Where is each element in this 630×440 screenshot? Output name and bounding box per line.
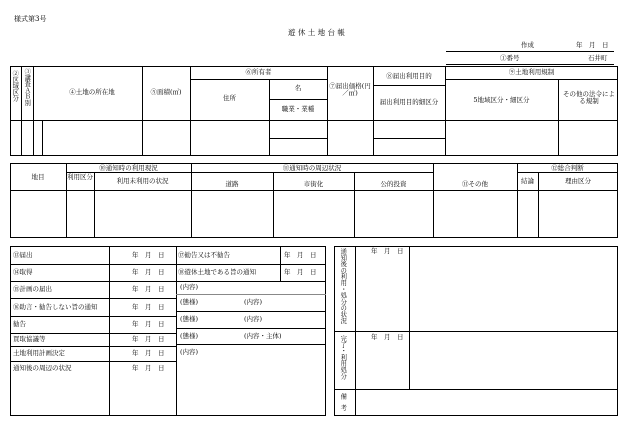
row-no-advice-notice: ⑯助言・勧告しない旨の通知 [13, 303, 98, 311]
land-info-header-bottom [10, 120, 618, 121]
col-owner-job: 職業・業種 [281, 105, 315, 113]
col-urbanization: 市街化 [303, 180, 324, 188]
date-post-notice: 年 月 日 [132, 364, 165, 372]
col-area: ⑤面積(㎡) [150, 88, 182, 96]
aspect-label-2: (態様) [180, 315, 199, 323]
col-other: ⑪その他 [462, 180, 488, 188]
aspect-label-1: (態様) [180, 298, 199, 306]
col-public-investment: 公的投資 [380, 180, 407, 188]
col-purpose-group: ⑧届出利用目的 [386, 72, 432, 80]
col-road: 道路 [225, 180, 239, 188]
date-plan-notification: 年 月 日 [132, 285, 165, 293]
col-price: ⑦届出価格(円／㎡) [329, 82, 371, 98]
date-post-notice-use: 年 月 日 [371, 247, 404, 255]
row-recommend-or-not: ⑰勧告又は不勧告 [178, 251, 230, 259]
date-notification: 年 月 日 [132, 251, 165, 259]
page-title: 遊 休 土 地 台 帳 [288, 28, 345, 37]
label-remarks: 備考 [339, 393, 347, 416]
created-date: 年 月 日 [576, 41, 609, 49]
date-completion: 年 月 日 [371, 333, 404, 341]
col-reason: 理由区分 [565, 177, 591, 185]
col-surroundings-group: ⑪通知時の周辺状況 [282, 164, 342, 172]
label-post-notice-use: 通知後の利用・処分の状況 [339, 248, 347, 324]
date-purchase-negotiation: 年 月 日 [132, 335, 165, 343]
row-acquisition: ⑭取得 [13, 268, 33, 276]
created-underline [446, 51, 614, 52]
date-land-use-plan: 年 月 日 [132, 349, 165, 357]
row-post-notice-surroundings: 通知後の周辺の状況 [13, 364, 72, 372]
row-notification: ⑬届出 [13, 251, 33, 259]
col-regulation-zone: 5地域区分・細区分 [473, 96, 530, 104]
number-underline [446, 64, 614, 65]
procedure-table [10, 246, 326, 416]
col-land-location: ④土地の所在地 [69, 88, 115, 96]
created-label: 作成 [521, 41, 534, 49]
number-label: ①番号 [500, 54, 520, 62]
col-conclusion: 結論 [521, 177, 534, 185]
status-table [10, 163, 618, 238]
row-recommendation: 勧告 [13, 320, 26, 328]
col-use-status: 利用未利用の状況 [116, 177, 169, 185]
row-land-use-plan: 土地利用計画決定 [13, 349, 65, 357]
col-purpose-sub: 届出利用目的細区分 [379, 98, 439, 106]
col-owner-address: 住所 [223, 94, 236, 102]
date-no-advice-notice: 年 月 日 [132, 303, 165, 311]
row-idle-land-notice: ⑱遊休土地である旨の通知 [178, 268, 256, 276]
col-use-class: 利用区分 [67, 173, 93, 181]
col-current-use-group: ⑩通知時の利用現況 [99, 164, 158, 172]
col-regulation-other: その他の法令による規制 [563, 90, 615, 106]
date-idle-land-notice: 年 月 日 [284, 268, 317, 276]
col-survey-ab: ③講査ＡＢ別 [23, 68, 31, 106]
col-area-class: ②区域区分 [11, 70, 19, 102]
col-owner-name: 名 [294, 84, 302, 92]
content-subject-label: (内容・主体) [244, 332, 282, 340]
col-owner-group: ⑥所有者 [245, 68, 272, 76]
date-recommendation: 年 月 日 [132, 320, 165, 328]
row-purchase-negotiation: 買取協議等 [13, 335, 46, 343]
aspect-label-3: (態様) [180, 332, 199, 340]
date-recommend-or-not: 年 月 日 [284, 251, 317, 259]
col-judgment-group: ⑫総合判断 [551, 164, 584, 172]
col-regulation-group: ⑨土地利用規制 [508, 68, 555, 76]
row-plan-notification: ⑮計画の届出 [13, 285, 52, 293]
label-completion: 完了・利用処分 [339, 335, 347, 380]
form-number: 様式第3号 [14, 15, 47, 23]
content-label-4: (内容) [180, 348, 199, 356]
col-land-category: 地目 [31, 173, 45, 181]
town-name: 石井町 [588, 54, 608, 62]
content-label-3: (内容) [244, 315, 263, 323]
content-label-2: (内容) [244, 298, 263, 306]
content-label-1: (内容) [180, 283, 199, 291]
date-acquisition: 年 月 日 [132, 268, 165, 276]
